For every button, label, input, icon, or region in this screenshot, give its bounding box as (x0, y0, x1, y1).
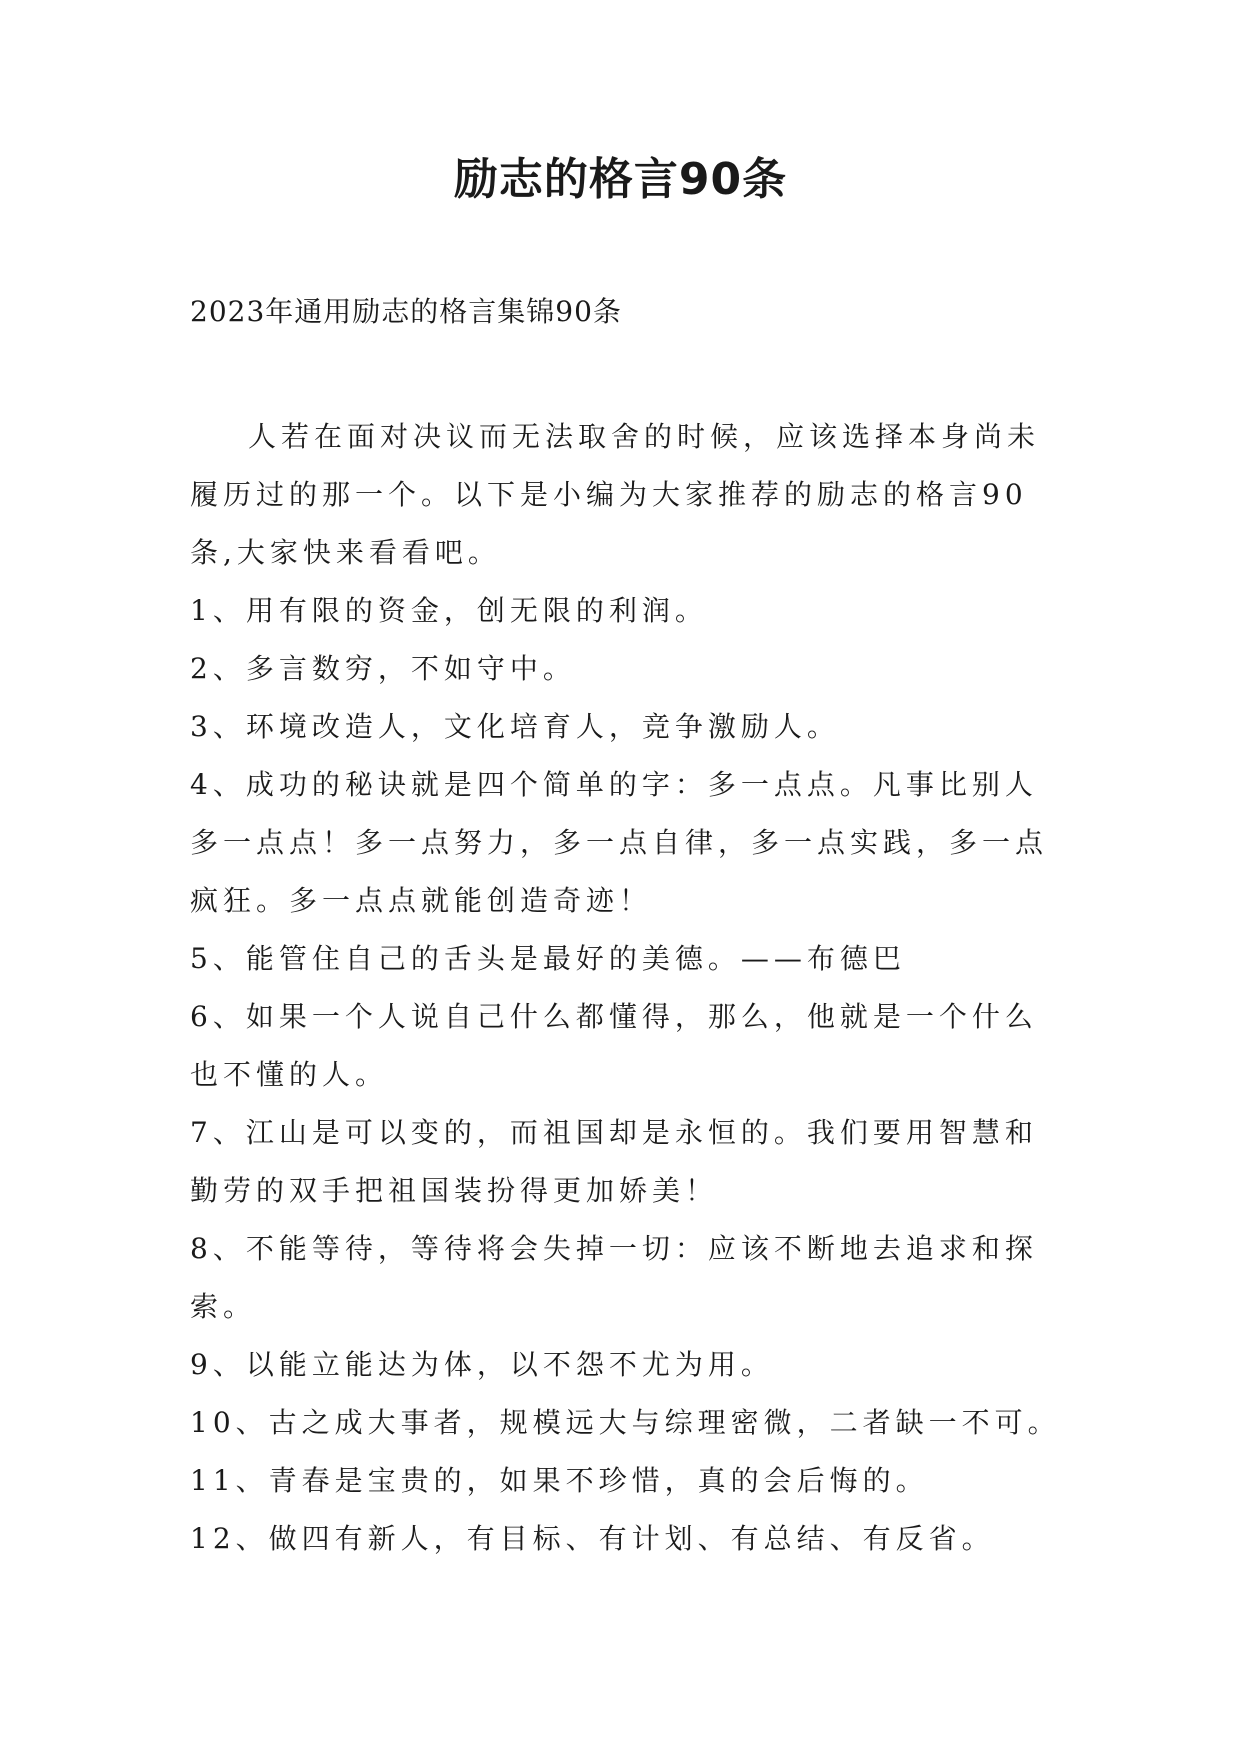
quote-item: 9、以能立能达为体，以不怨不尤为用。 (190, 1348, 774, 1381)
document-title: 励志的格言90条 (453, 154, 788, 205)
body-line: 履历过的那一个。以下是小编为大家推荐的励志的格言90 (190, 478, 1028, 511)
quote-item: 2、多言数穷，不如守中。 (190, 652, 576, 685)
document-subtitle: 2023年通用励志的格言集锦90条 (190, 295, 622, 328)
body-line: 条,大家快来看看吧。 (190, 536, 501, 569)
quote-item: 10、古之成大事者，规模远大与综理密微，二者缺一不可。 (190, 1406, 1061, 1439)
quote-item: 8、不能等待，等待将会失掉一切：应该不断地去追求和探 (190, 1232, 1038, 1265)
quote-item-continuation: 索。 (190, 1290, 257, 1323)
quote-item: 3、环境改造人，文化培育人，竞争激励人。 (190, 710, 840, 743)
quote-item: 7、江山是可以变的，而祖国却是永恒的。我们要用智慧和 (190, 1116, 1038, 1149)
quote-item-continuation: 也不懂的人。 (190, 1058, 389, 1091)
quote-item-continuation: 多一点点！多一点努力，多一点自律，多一点实践，多一点 (190, 826, 1049, 859)
quote-item: 11、青春是宝贵的，如果不珍惜，真的会后悔的。 (190, 1464, 929, 1497)
quote-item: 1、用有限的资金，创无限的利润。 (190, 594, 708, 627)
document-body (190, 408, 1070, 1568)
quote-item: 12、做四有新人，有目标、有计划、有总结、有反省。 (190, 1522, 995, 1555)
quote-item: 5、能管住自己的舌头是最好的美德。——布德巴 (190, 942, 906, 975)
quote-item-continuation: 疯狂。多一点点就能创造奇迹！ (190, 884, 653, 917)
body-line: 人若在面对决议而无法取舍的时候，应该选择本身尚未 (248, 420, 1041, 453)
quote-item-continuation: 勤劳的双手把祖国装扮得更加娇美！ (190, 1174, 719, 1207)
quote-item: 6、如果一个人说自己什么都懂得，那么，他就是一个什么 (190, 1000, 1038, 1033)
quote-item: 4、成功的秘诀就是四个简单的字：多一点点。凡事比别人 (190, 768, 1038, 801)
